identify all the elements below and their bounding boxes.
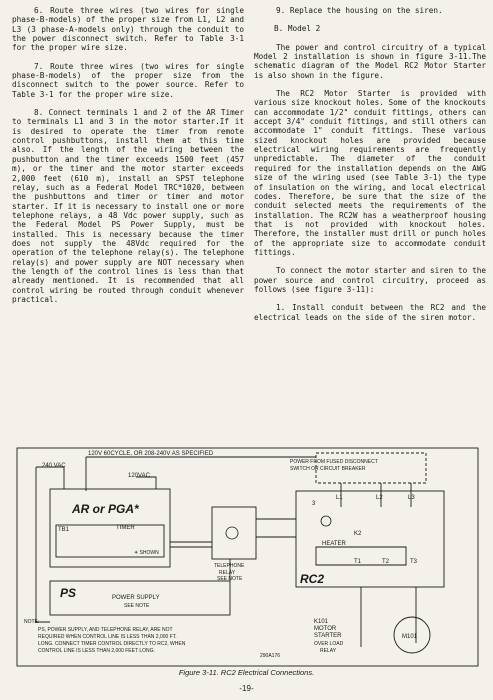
paragraph-connect: To connect the motor starter and siren to the power source and control circuitry, proceed as follows (see figure 3-11): <box>254 266 486 294</box>
t3-label: T3 <box>410 559 418 565</box>
left-text-column <box>12 6 244 313</box>
coil-icon <box>321 516 331 526</box>
wiring-diagram <box>16 447 479 667</box>
note-line-4: CONTROL LINE IS LESS THAN 2,000 FEET LONG. <box>38 648 155 654</box>
fused-label: POWER FROM FUSED DISCONNECT <box>290 459 378 465</box>
k2-label: K2 <box>354 531 362 537</box>
shown-label: ✳ SHOWN <box>134 550 159 556</box>
step-1: 1. Install conduit between the RC2 and the electrical leads on the side of the siren motor. <box>254 303 486 322</box>
drawing-code: 290A176 <box>260 653 281 659</box>
overload-label: OVER LOAD <box>314 641 344 647</box>
t1-label: T1 <box>354 559 362 565</box>
note-line-2: REQUIRED WHEN CONTROL LINE IS LESS THAN 2,000 FT. <box>38 634 177 640</box>
relay-label-3: SEE NOTE <box>217 576 243 582</box>
relay-label-1: TELEPHONE <box>214 563 245 569</box>
wiring-diagram-svg <box>16 447 479 667</box>
t2-label: T2 <box>382 559 390 565</box>
l2-label: L2 <box>376 495 383 501</box>
tb1-label: TB1 <box>58 527 70 533</box>
supply-label: 120V 60CYCLE, OR 208-240V AS SPECIFIED <box>88 451 214 457</box>
figure-caption: Figure 3-11. RC2 Electrical Connections. <box>178 668 315 677</box>
rc2-label: RC2 <box>300 572 325 586</box>
m101-label: M101 <box>402 634 418 640</box>
ps-note: SEE NOTE <box>124 603 150 609</box>
ps-title: PS <box>60 586 77 600</box>
l1-label: L1 <box>336 495 343 501</box>
step-9: 9. Replace the housing on the siren. <box>276 6 443 15</box>
telephone-relay-box <box>212 507 256 559</box>
paragraph-model2: The power and control circuitry of a typical Model 2 installation is shown in figure 3-11.The schematic diagram of the Model RC2 Motor Starter is also shown in the figure. <box>254 42 486 80</box>
v240-label: 240 VAC <box>42 463 66 469</box>
v120-label: 120VAC <box>128 473 150 479</box>
l3-label: L3 <box>408 495 415 501</box>
note-line-3: LONG. CONNECT TIMER CONTROL DIRECTLY TO RC2, WHEN <box>38 641 186 647</box>
k101-label: K101 <box>314 619 329 625</box>
note-line-1: PS, POWER SUPPLY, AND TELEPHONE RELAY, ARE NOT <box>38 627 173 633</box>
step-8: 8. Connect terminals 1 and 2 of the AR Timer to terminals L1 and 3 in the motor starter.If it is desired to operate the timer from remote control pushbuttons, install them at this time also. If the length of the wiring between the pushbutton and the timer exceeds 1500 feet (457 m), or the timer and the motor starter exceeds 2,000 feet (610 m), install an SPST telephone relay, such as a Federal Model TRC*1020, between the pushbuttons and timer or timer and motor starter. If it is necessary to install one or more telephone relays, a 48 Vdc power supply, such as the Federal Model PS Power Supply, must be installed. This is necessary because the timer does not supply the 48Vdc required for the operation of the telephone relay(s). The telephone relay(s) and power supply are NOT necessary when the length of the control lines is less than that already mentioned. It is recommended that all control wiring be routed through conduit whenever practical. <box>12 108 244 304</box>
relay-word-label: RELAY <box>320 648 337 654</box>
relay-coil-icon <box>226 527 238 539</box>
timer-label: TIMER <box>116 525 135 531</box>
relay-label-2: RELAY <box>219 570 236 576</box>
motor-label: MOTOR <box>314 626 337 632</box>
step-6: 6. Route three wires (two wires for single phase-B-models) of the proper size from L1, L2 and L3 (3 phase-A-models only) through the conduit to the power disconnect switch. Refer to Table 3-1 for the proper wire size. <box>12 6 244 53</box>
paragraph-knockouts: The RC2 Motor Starter is provided with various size knockout holes. Some of the knockouts can accommodate 1/2" conduit fittings, others can accept 3/4" conduit fittings, and still others can accommodate 1" conduit fittings. These various sized knockout holes are provided because electrical wiring requirements are frequently unpredictable. The diameter of the conduit required for the installation depends on the AWG size of the wiring used (see Table 3-1) the type of insulation on the wiring, and local electrical codes. Therefore, be sure that the size of the conduit selected meets the requirements of the installation. The RC2W has a weatherproof housing that is not provided with knockout holes. Therefore, the installer must drill or punch holes of the appropriate size to accommodate conduit fittings. <box>254 89 486 257</box>
switch-label: SWITCH OR CIRCUIT BREAKER <box>290 466 366 472</box>
note-head: NOTE: <box>24 619 40 625</box>
step-7: 7. Route three wires (two wires for single phase-B-models) of the proper size from the disconnect switch to the power source. Refer to Table 3-1 for the proper wire size. <box>12 61 244 99</box>
heater-label: HEATER <box>322 541 346 547</box>
timer-title: AR or PGA* <box>72 502 139 516</box>
terminal-3-label: 3 <box>312 501 316 507</box>
right-text-column <box>254 6 486 331</box>
ps-label: POWER SUPPLY <box>112 595 160 601</box>
page-number: -19- <box>239 684 254 693</box>
starter-label: STARTER <box>314 633 342 639</box>
section-heading: B. Model 2 <box>274 24 321 34</box>
